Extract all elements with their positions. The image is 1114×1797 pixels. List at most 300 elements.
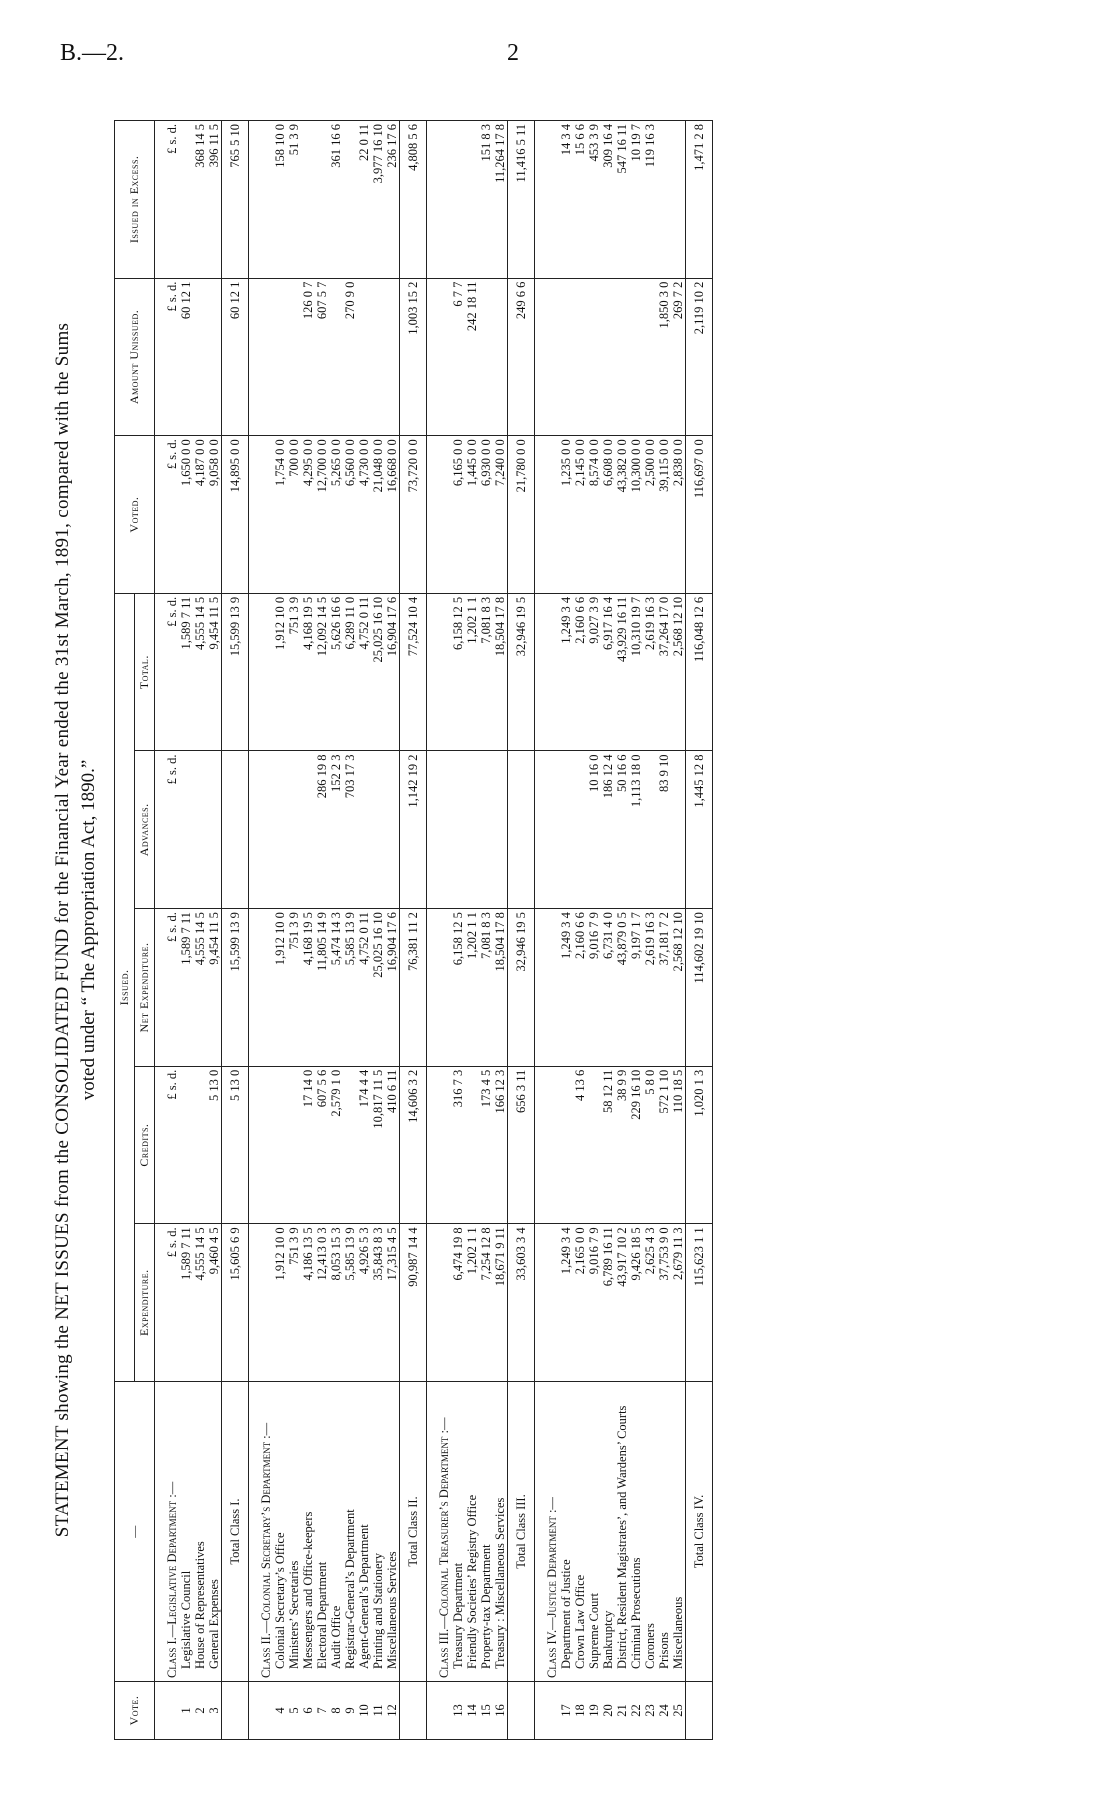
table-row [671,121,686,1740]
table-row [465,121,479,1740]
amount-net: 2,160 6 6 [573,909,587,1067]
unit-label [535,751,560,909]
amount-unissued [573,278,587,436]
amount-exp: 35,843 8 3 [371,1224,385,1382]
total-adv: 1,142 19 2 [400,751,427,909]
class-heading: Class III.—Colonial Treasurer’s Department :— [427,1382,452,1682]
amount-excess [179,121,193,279]
amount-net: 18,504 17 8 [493,909,508,1067]
amount-exp: 7,254 12 8 [479,1224,493,1382]
header-name: — [115,1382,155,1682]
amount-unissued [357,278,371,436]
amount-excess [671,121,686,279]
unit-label: £ s. d. [155,1224,180,1382]
amount-net: 9,197 1 7 [629,909,643,1067]
amount-adv [671,751,686,909]
vote-number: 25 [671,1682,686,1740]
amount-excess: 361 16 6 [329,121,343,279]
table-row [343,121,357,1740]
table-row [657,121,671,1740]
amount-cred: 5 13 0 [207,1066,222,1224]
amount-adv [273,751,287,909]
amount-net: 2,568 12 10 [671,909,686,1067]
amount-adv [493,751,508,909]
total-net: 114,602 19 10 [686,909,713,1067]
amount-net: 16,904 17 6 [385,909,400,1067]
table-row [301,121,315,1740]
amount-exp: 12,413 0 3 [315,1224,329,1382]
table-row [315,121,329,1740]
unit-label [249,121,274,279]
unit-label [249,278,274,436]
amount-excess: 309 16 4 [601,121,615,279]
header-unissued: Amount Unissued. [115,278,155,436]
item-name: Miscellaneous Services [385,1382,400,1682]
vote-number: 8 [329,1682,343,1740]
vote-number: 18 [573,1682,587,1740]
class-total-row [222,121,249,1740]
amount-total: 7,081 8 3 [479,593,493,751]
amount-unissued: 269 7 2 [671,278,686,436]
amount-total: 10,310 19 7 [629,593,643,751]
amount-cred: 110 18 5 [671,1066,686,1224]
total-cred: 14,606 3 2 [400,1066,427,1224]
amount-voted: 1,754 0 0 [273,436,287,594]
class-heading-row [427,121,452,1740]
class-total-row [508,121,535,1740]
amount-adv [371,751,385,909]
amount-cred: 5 8 0 [643,1066,657,1224]
item-name: Agent-General’s Department [357,1382,371,1682]
vote-cell [222,1682,249,1740]
class-total-row [400,121,427,1740]
total-excess: 4,808 5 6 [400,121,427,279]
item-name: Registrar-General’s Department [343,1382,357,1682]
vote-cell [155,1682,180,1740]
amount-unissued [193,278,207,436]
item-name: Electoral Department [315,1382,329,1682]
amount-net: 5,585 13 9 [343,909,357,1067]
amount-adv [179,751,193,909]
amount-adv [193,751,207,909]
total-unissued: 1,003 15 2 [400,278,427,436]
table-body [155,121,713,1740]
unit-label [535,278,560,436]
amount-excess [657,121,671,279]
amount-exp: 1,249 3 4 [559,1224,573,1382]
amount-unissued [207,278,222,436]
unit-label [427,909,452,1067]
header-net-expenditure: Net Expenditure. [135,909,155,1067]
amount-exp: 2,625 4 3 [643,1224,657,1382]
amount-total: 12,092 14 5 [315,593,329,751]
amount-cred: 4 13 6 [573,1066,587,1224]
amount-unissued: 270 9 0 [343,278,357,436]
amount-net: 37,181 7 2 [657,909,671,1067]
unit-label [427,278,452,436]
item-name: Crown Law Office [573,1382,587,1682]
table-row [559,121,573,1740]
vote-number: 17 [559,1682,573,1740]
amount-net: 6,731 4 0 [601,909,615,1067]
amount-total: 1,249 3 4 [559,593,573,751]
amount-net: 6,158 12 5 [451,909,465,1067]
unit-label: £ s. d. [155,121,180,279]
header-advances: Advances. [135,751,155,909]
amount-voted: 10,300 0 0 [629,436,643,594]
amount-excess: 547 16 11 [615,121,629,279]
amount-exp: 8,053 15 3 [329,1224,343,1382]
amount-excess: 51 3 9 [287,121,301,279]
table-row [573,121,587,1740]
amount-voted: 6,165 0 0 [451,436,465,594]
amount-voted: 16,668 0 0 [385,436,400,594]
header-vote: Vote. [115,1682,155,1740]
table-row [479,121,493,1740]
total-net: 76,381 11 2 [400,909,427,1067]
total-excess: 11,416 5 11 [508,121,535,279]
amount-cred [587,1066,601,1224]
amount-voted: 700 0 0 [287,436,301,594]
item-name: Coroners [643,1382,657,1682]
amount-voted: 12,700 0 0 [315,436,329,594]
amount-cred [273,1066,287,1224]
amount-cred: 2,579 1 0 [329,1066,343,1224]
amount-exp: 6,789 16 11 [601,1224,615,1382]
amount-excess: 15 6 6 [573,121,587,279]
amount-net: 43,879 0 5 [615,909,629,1067]
amount-voted: 2,500 0 0 [643,436,657,594]
item-name: Printing and Stationery [371,1382,385,1682]
vote-number: 4 [273,1682,287,1740]
amount-voted: 1,235 0 0 [559,436,573,594]
vote-number: 3 [207,1682,222,1740]
amount-total: 1,912 10 0 [273,593,287,751]
amount-excess: 119 16 3 [643,121,657,279]
amount-adv [357,751,371,909]
amount-cred: 17 14 0 [301,1066,315,1224]
total-adv: 1,445 12 8 [686,751,713,909]
amount-adv: 83 9 10 [657,751,671,909]
amount-unissued [587,278,601,436]
amount-net: 1,589 7 11 [179,909,193,1067]
total-voted: 14,895 0 0 [222,436,249,594]
total-total: 77,524 10 4 [400,593,427,751]
unit-label [427,1066,452,1224]
amount-net: 1,249 3 4 [559,909,573,1067]
amount-unissued: 60 12 1 [179,278,193,436]
amount-cred [343,1066,357,1224]
amount-cred: 38 9 9 [615,1066,629,1224]
amount-excess: 158 10 0 [273,121,287,279]
amount-adv [559,751,573,909]
vote-number: 9 [343,1682,357,1740]
amount-net: 25,025 16 10 [371,909,385,1067]
issues-table [114,120,713,1740]
unit-label [249,1224,274,1382]
unit-label [427,121,452,279]
amount-total: 2,568 12 10 [671,593,686,751]
item-name: Treasury : Miscellaneous Services [493,1382,508,1682]
amount-voted: 4,295 0 0 [301,436,315,594]
amount-net: 9,016 7 9 [587,909,601,1067]
vote-number: 5 [287,1682,301,1740]
amount-net: 2,619 16 3 [643,909,657,1067]
unit-label: £ s. d. [155,751,180,909]
amount-cred: 174 4 4 [357,1066,371,1224]
vote-cell [535,1682,560,1740]
statement-subtitle: voted under “ The Appropriation Act, 1890.” [78,759,99,1101]
item-name: Criminal Prosecutions [629,1382,643,1682]
amount-voted: 6,930 0 0 [479,436,493,594]
amount-adv [385,751,400,909]
amount-unissued [273,278,287,436]
table-row [179,121,193,1740]
amount-net: 7,081 8 3 [479,909,493,1067]
amount-voted: 5,265 0 0 [329,436,343,594]
rotated-statement [40,100,1070,1760]
unit-label: £ s. d. [155,1066,180,1224]
table-row [329,121,343,1740]
table-row [643,121,657,1740]
amount-unissued [479,278,493,436]
amount-exp: 9,426 18 5 [629,1224,643,1382]
amount-voted: 39,115 0 0 [657,436,671,594]
unit-label [535,909,560,1067]
total-label: Total Class III. [508,1382,535,1682]
item-name: Ministers’ Secretaries [287,1382,301,1682]
amount-exp: 4,926 5 3 [357,1224,371,1382]
total-label: Total Class IV. [686,1382,713,1682]
vote-number: 22 [629,1682,643,1740]
item-name: District, Resident Magistrates’, and Wardens’ Courts [615,1382,629,1682]
amount-total: 6,158 12 5 [451,593,465,751]
unit-label [535,121,560,279]
amount-cred [465,1066,479,1224]
amount-total: 18,504 17 8 [493,593,508,751]
amount-voted: 9,058 0 0 [207,436,222,594]
table-row [207,121,222,1740]
total-cred: 1,020 1 3 [686,1066,713,1224]
class-heading: Class I.—Legislative Department :— [155,1382,180,1682]
vote-number: 15 [479,1682,493,1740]
amount-voted: 1,445 0 0 [465,436,479,594]
amount-adv [207,751,222,909]
amount-cred [193,1066,207,1224]
unit-label [249,909,274,1067]
table-row [615,121,629,1740]
amount-adv [573,751,587,909]
amount-voted: 21,048 0 0 [371,436,385,594]
header-issued: Issued. [115,593,135,1381]
unit-label [427,436,452,594]
amount-voted: 4,730 0 0 [357,436,371,594]
amount-excess [465,121,479,279]
amount-exp: 4,186 13 5 [301,1224,315,1382]
amount-total: 4,752 0 11 [357,593,371,751]
amount-excess: 453 3 9 [587,121,601,279]
amount-unissued: 6 7 7 [451,278,465,436]
table-row [273,121,287,1740]
total-net: 15,599 13 9 [222,909,249,1067]
amount-exp: 4,555 14 5 [193,1224,207,1382]
amount-excess [301,121,315,279]
class-heading-row [155,121,180,1740]
unit-label [249,751,274,909]
amount-net: 4,752 0 11 [357,909,371,1067]
amount-adv [301,751,315,909]
table-row [287,121,301,1740]
vote-number: 19 [587,1682,601,1740]
amount-excess: 368 14 5 [193,121,207,279]
amount-exp: 18,671 9 11 [493,1224,508,1382]
table-row [493,121,508,1740]
amount-unissued: 1,850 3 0 [657,278,671,436]
amount-cred [287,1066,301,1224]
vote-number: 6 [301,1682,315,1740]
amount-adv [643,751,657,909]
amount-exp: 9,460 4 5 [207,1224,222,1382]
vote-number: 11 [371,1682,385,1740]
amount-unissued [385,278,400,436]
total-adv [508,751,535,909]
amount-adv: 286 19 8 [315,751,329,909]
amount-voted: 7,240 0 0 [493,436,508,594]
vote-number: 14 [465,1682,479,1740]
unit-label [249,1066,274,1224]
amount-excess: 3,977 16 10 [371,121,385,279]
amount-adv: 50 16 6 [615,751,629,909]
item-name: Legislative Council [179,1382,193,1682]
amount-exp: 9,016 7 9 [587,1224,601,1382]
amount-total: 1,589 7 11 [179,593,193,751]
table-row [601,121,615,1740]
amount-adv: 10 16 0 [587,751,601,909]
class-total-row [686,121,713,1740]
amount-total: 5,626 16 6 [329,593,343,751]
amount-net: 11,805 14 9 [315,909,329,1067]
total-cred: 5 13 0 [222,1066,249,1224]
amount-unissued [287,278,301,436]
total-unissued: 60 12 1 [222,278,249,436]
amount-total: 6,917 16 4 [601,593,615,751]
amount-net: 751 3 9 [287,909,301,1067]
amount-exp: 37,753 9 0 [657,1224,671,1382]
amount-excess [451,121,465,279]
amount-total: 25,025 16 10 [371,593,385,751]
table-row [587,121,601,1740]
total-total: 15,599 13 9 [222,593,249,751]
amount-unissued [329,278,343,436]
amount-total: 4,555 14 5 [193,593,207,751]
total-cred: 656 3 11 [508,1066,535,1224]
item-name: Department of Justice [559,1382,573,1682]
amount-cred: 572 1 10 [657,1066,671,1224]
amount-cred: 166 12 3 [493,1066,508,1224]
amount-total: 2,619 16 3 [643,593,657,751]
amount-cred [179,1066,193,1224]
total-exp: 90,987 14 4 [400,1224,427,1382]
table-row [193,121,207,1740]
vote-number: 24 [657,1682,671,1740]
amount-total: 37,264 17 0 [657,593,671,751]
vote-number: 20 [601,1682,615,1740]
amount-unissued: 607 5 7 [315,278,329,436]
amount-voted: 4,187 0 0 [193,436,207,594]
amount-cred [559,1066,573,1224]
amount-unissued [615,278,629,436]
amount-exp: 2,679 11 3 [671,1224,686,1382]
amount-net: 1,202 1 1 [465,909,479,1067]
item-name: Messengers and Office-keepers [301,1382,315,1682]
amount-voted: 6,560 0 0 [343,436,357,594]
amount-total: 6,289 11 0 [343,593,357,751]
unit-label [427,1224,452,1382]
vote-number: 2 [193,1682,207,1740]
item-name: Prisons [657,1382,671,1682]
item-name: General Expenses [207,1382,222,1682]
header-voted: Voted. [115,436,155,594]
vote-number: 16 [493,1682,508,1740]
unit-label [249,436,274,594]
amount-excess: 396 11 5 [207,121,222,279]
statement-title: STATEMENT showing the NET ISSUES from the CONSOLIDATED FUND for the Financial Year ended the 31st March, 1891, compared with the Sums [52,322,73,1538]
amount-adv [465,751,479,909]
class-heading: Class IV.—Justice Department :— [535,1382,560,1682]
amount-adv: 1,113 18 0 [629,751,643,909]
unit-label [427,593,452,751]
amount-total: 16,904 17 6 [385,593,400,751]
unit-label [535,1066,560,1224]
amount-adv: 186 12 4 [601,751,615,909]
table-row [385,121,400,1740]
unit-label: £ s. d. [155,593,180,751]
header-expenditure: Expenditure. [135,1224,155,1382]
table-row [451,121,465,1740]
total-excess: 1,471 2 8 [686,121,713,279]
amount-exp: 6,474 19 8 [451,1224,465,1382]
amount-excess: 11,264 17 8 [493,121,508,279]
amount-total: 9,454 11 5 [207,593,222,751]
vote-number: 1 [179,1682,193,1740]
unit-label [249,593,274,751]
total-adv [222,751,249,909]
amount-unissued: 242 18 11 [465,278,479,436]
amount-total: 1,202 1 1 [465,593,479,751]
amount-unissued [643,278,657,436]
total-excess: 765 5 10 [222,121,249,279]
amount-unissued [371,278,385,436]
total-voted: 73,720 0 0 [400,436,427,594]
amount-excess: 236 17 6 [385,121,400,279]
table-row [371,121,385,1740]
amount-voted: 2,838 0 0 [671,436,686,594]
amount-voted: 6,608 0 0 [601,436,615,594]
page-reference: B.—2. [60,40,125,66]
item-name: Property-tax Department [479,1382,493,1682]
header-credits: Credits. [135,1066,155,1224]
amount-cred: 410 6 11 [385,1066,400,1224]
amount-adv: 152 2 3 [329,751,343,909]
amount-cred: 173 4 5 [479,1066,493,1224]
amount-net: 4,168 19 5 [301,909,315,1067]
amount-excess: 10 19 7 [629,121,643,279]
amount-cred: 10,817 11 5 [371,1066,385,1224]
table-row [629,121,643,1740]
unit-label [427,751,452,909]
amount-exp: 1,589 7 11 [179,1224,193,1382]
unit-label [535,593,560,751]
